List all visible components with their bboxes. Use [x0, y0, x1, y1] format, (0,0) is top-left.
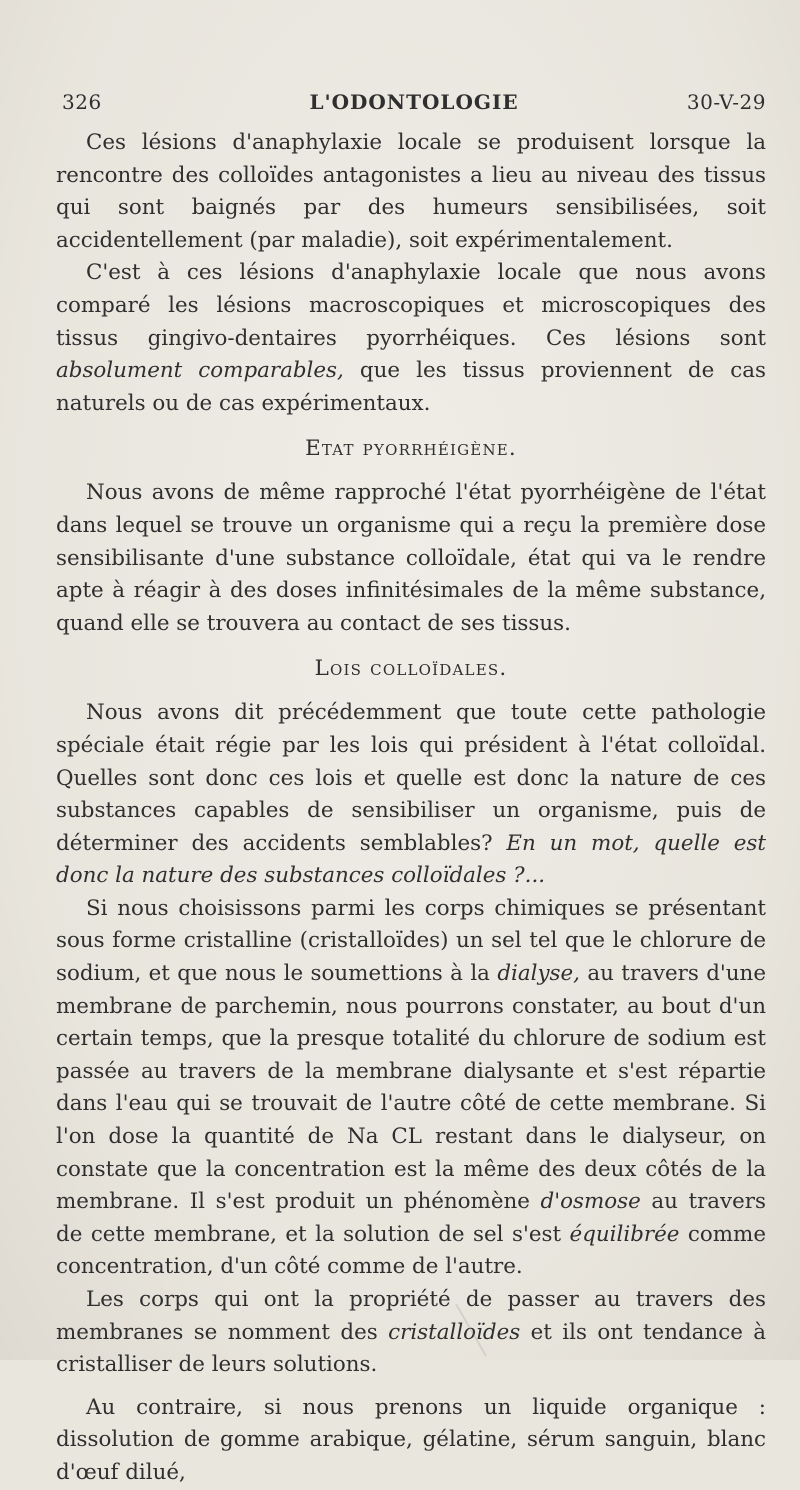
paragraph: Nous avons dit précédemment que toute cette pathologie spéciale était régie par les lois qui président à l'état colloïdal. Quelles sont donc ces lois et quelle est donc la nature de ces substances capables de sensibiliser un organisme, puis de déterminer des accidents semblables? En un mot, quelle est donc la nature des substances colloïdales ?... [56, 700, 766, 889]
section-heading: Lois colloïdales. [314, 656, 508, 682]
emphasis: d'osmose [540, 1189, 641, 1215]
paragraph: Ces lésions d'anaphylaxie locale se produisent lorsque la rencontre des colloïdes antagonistes a lieu au niveau des tissus qui sont baignés par des humeurs sensibilisées, soit accidentellement (par maladie), soit expérimentalement. [56, 130, 766, 253]
issue-date: 30-V-29 [686, 90, 766, 114]
emphasis: absolument comparables, [56, 358, 344, 384]
paragraph: Si nous choisissons parmi les corps chimiques se présentant sous forme cristalline (cristalloïdes) un sel tel que le chlorure de sodium, et que nous le soumettions à la dialyse, au travers d'une membrane de parchemin, nous pourrons constater, au bout d'un certain temps, que la presque totalité du chlorure de sodium est passée au travers de la membrane dialysante et s'est répartie dans l'eau qui se trouvait de l'autre côté de cette membrane. Si l'on dose la quantité de Na CL restant dans le dialyseur, on constate que la concentration est la même des deux côtés de la membrane. Il s'est produit un phénomène d'osmose au travers de cette membrane, et la solution de sel s'est équilibrée comme concentration, d'un côté comme de l'autre. [56, 895, 766, 1280]
paragraph: C'est à ces lésions d'anaphylaxie locale que nous avons comparé les lésions macroscopiques et microscopiques des tissus gingivo-dentaires pyorrhéiques. Ces lésions sont absolument comparables, que les tissus proviennent de cas naturels ou de cas expérimentaux. [56, 260, 766, 416]
section-heading: Etat pyorrhéigène. [305, 436, 517, 462]
page-number: 326 [62, 90, 102, 114]
paragraph: Au contraire, si nous prenons un liquide organique : dissolution de gomme arabique, gélatine, sérum sanguin, blanc d'œuf dilué, [56, 1394, 766, 1485]
emphasis: cristalloïdes [388, 1319, 521, 1345]
emphasis: équilibrée [569, 1221, 680, 1247]
paragraph: Les corps qui ont la propriété de passer au travers des membranes se nomment des cristalloïdes et ils ont tendance à cristalliser de leurs solutions. [56, 1287, 766, 1378]
emphasis: En un mot, quelle est donc la nature des substances colloïdales ?... [56, 830, 766, 889]
journal-title: L'ODONTOLOGIE [309, 90, 519, 114]
running-header [62, 90, 766, 120]
body-text [56, 127, 766, 1490]
paragraph: Nous avons de même rapproché l'état pyorrhéigène de l'état dans lequel se trouve un organisme qui a reçu la première dose sensibilisante d'une substance colloïdale, état qui va le rendre apte à réagir à des doses infinitésimales de la même substance, quand elle se trouvera au contact de ses tissus. [56, 480, 766, 636]
emphasis: dialyse, [497, 961, 580, 987]
